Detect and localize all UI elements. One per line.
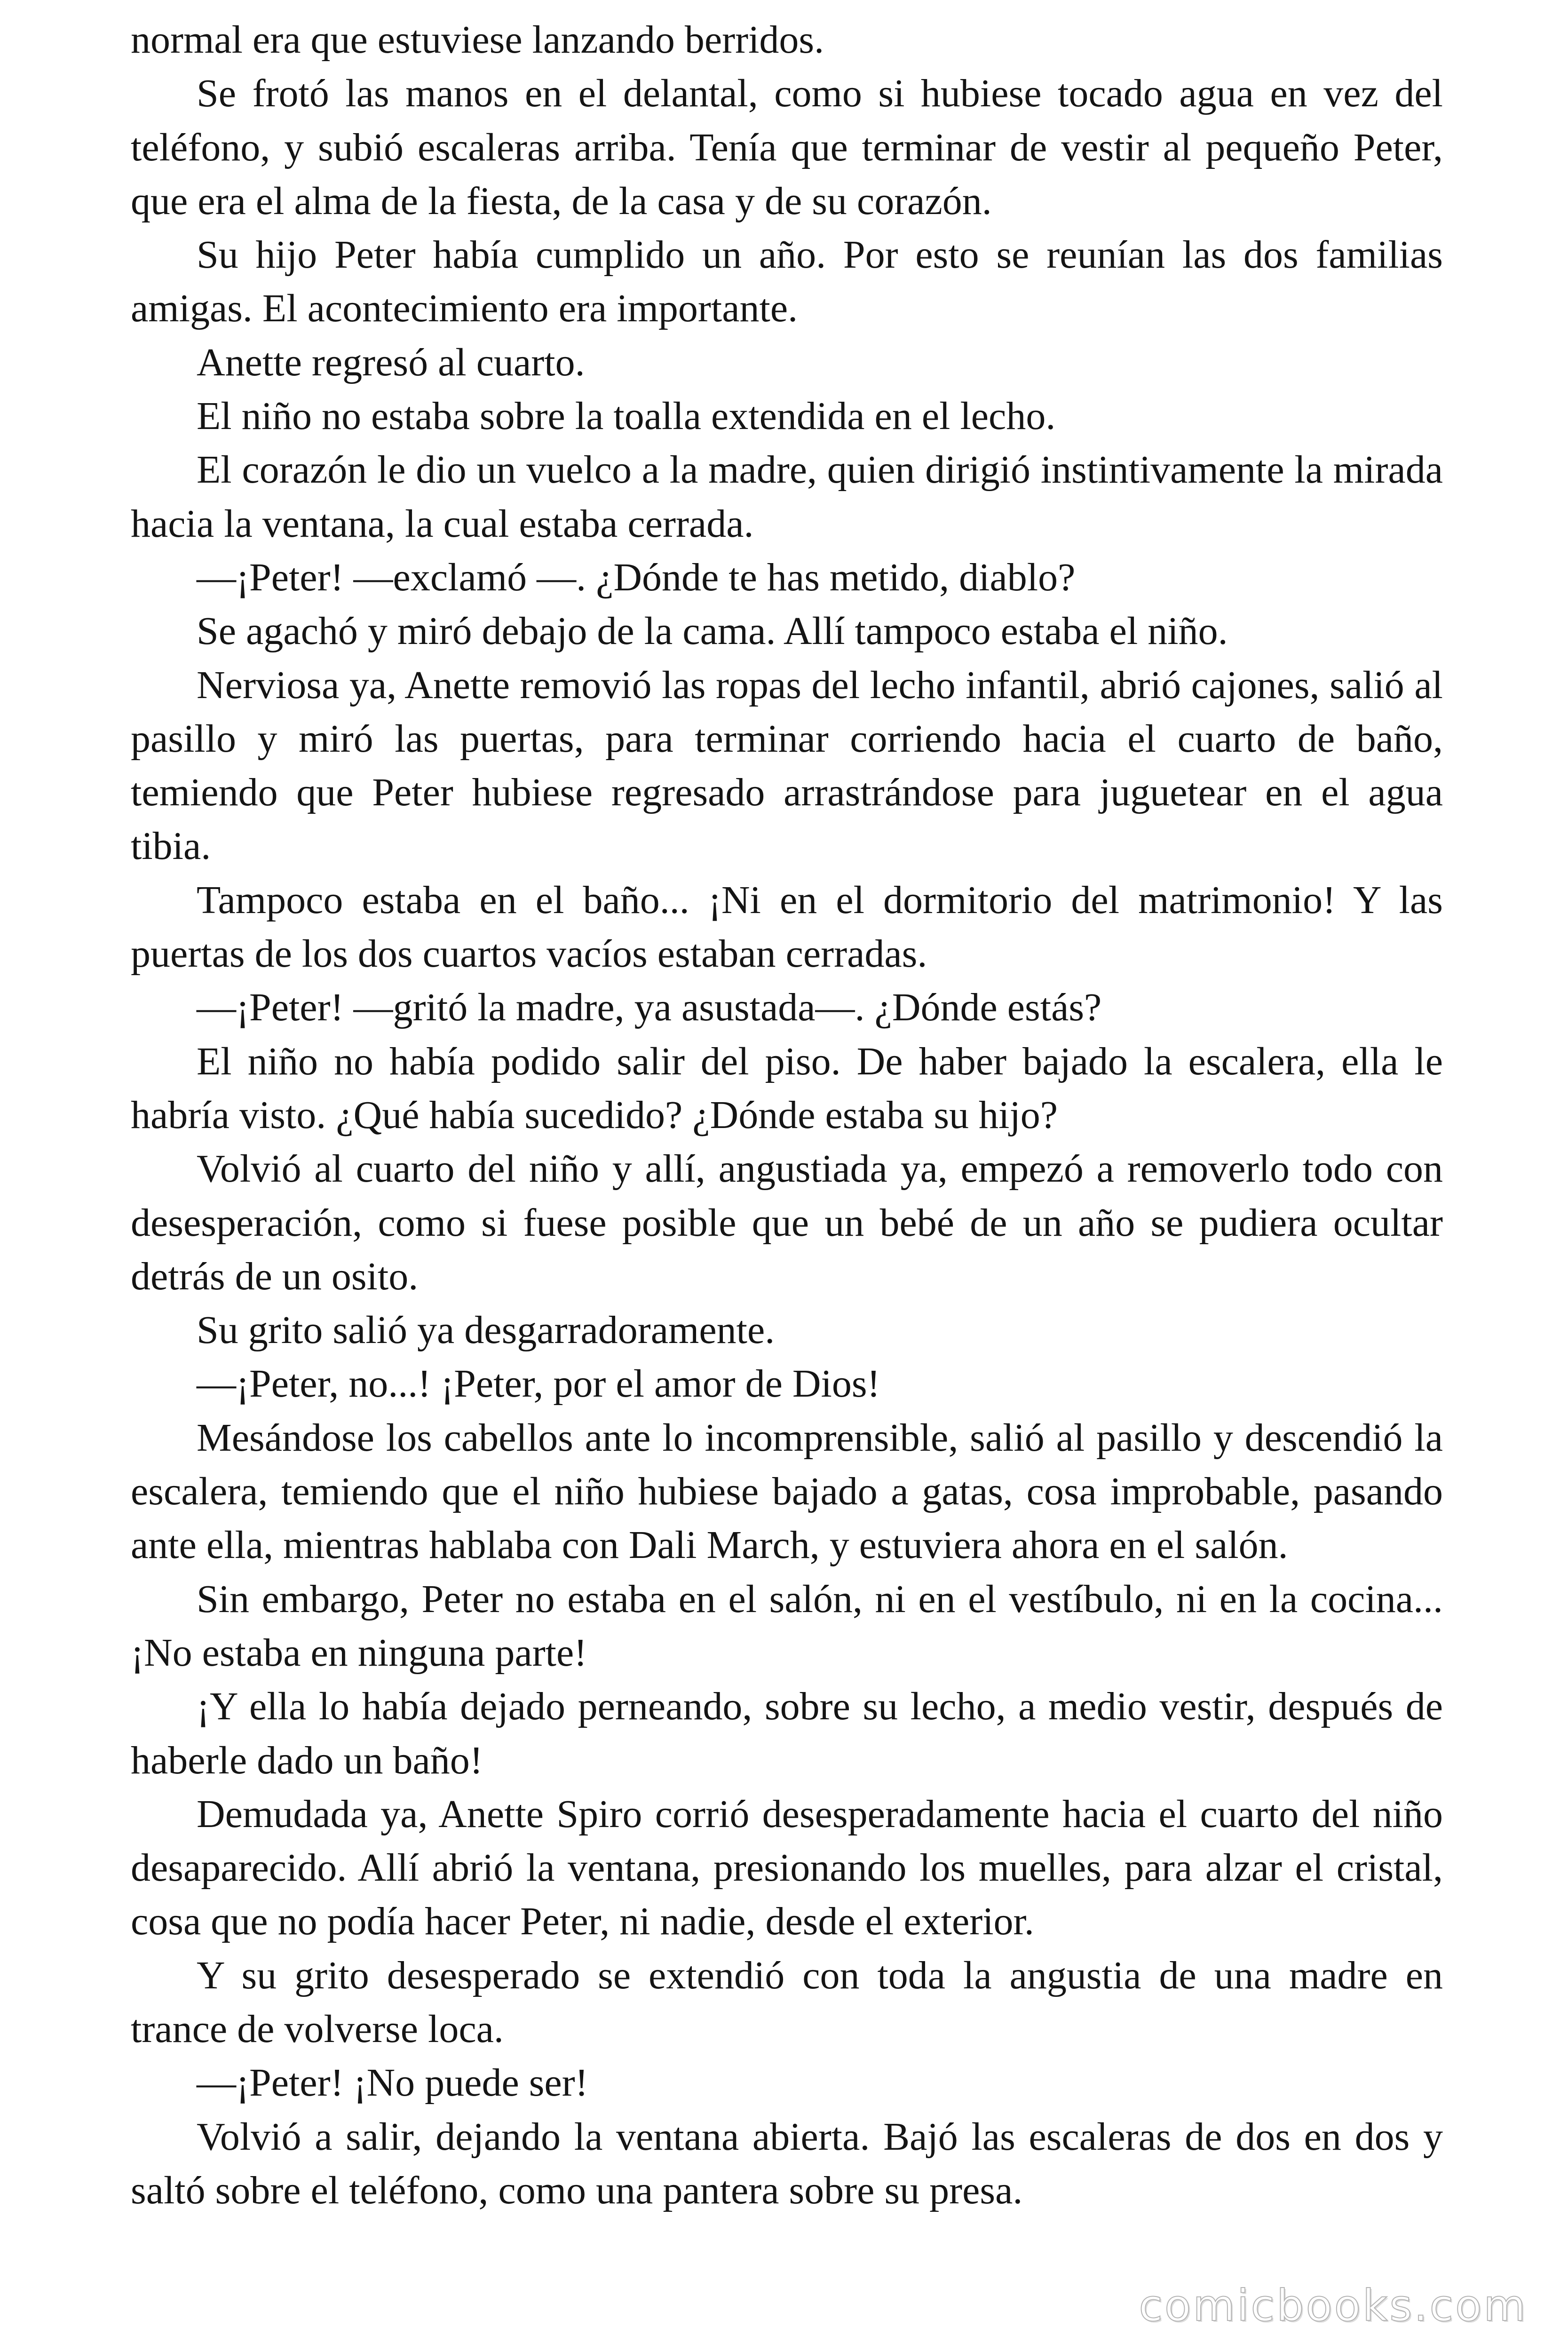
paragraph: El niño no había podido salir del piso. De haber bajado la escalera, ella le habría visto. ¿Qué había sucedido? ¿Dónde estaba su hijo? xyxy=(131,1039,1443,1137)
paragraph: Y su grito desesperado se extendió con toda la angustia de una madre en trance de volverse loca. xyxy=(131,1953,1443,2051)
paragraph: El niño no estaba sobre la toalla extendida en el lecho. xyxy=(197,394,1056,438)
paragraph: ¡Y ella lo había dejado perneando, sobre su lecho, a medio vestir, después de haberle dado un baño! xyxy=(131,1685,1443,1782)
page-text xyxy=(131,13,1443,2217)
paragraph: Su hijo Peter había cumplido un año. Por esto se reunían las dos familias amigas. El acontecimiento era importante. xyxy=(131,233,1443,331)
paragraph: Nerviosa ya, Anette removió las ropas del lecho infantil, abrió cajones, salió al pasillo y miró las puertas, para terminar corriendo hacia el cuarto de baño, temiendo que Peter hubiese regresado arrastrándose para juguetear en el agua tibia. xyxy=(131,663,1443,868)
paragraph: Su grito salió ya desgarradoramente. xyxy=(197,1308,775,1352)
dialogue-line: —¡Peter! ¡No puede ser! xyxy=(197,2061,588,2105)
paragraph: Demudada ya, Anette Spiro corrió desesperadamente hacia el cuarto del niño desaparecido. Allí abrió la ventana, presionando los muelles, para alzar el cristal, cosa que no podía hacer Peter, ni nadie, desde el exterior. xyxy=(131,1792,1443,1944)
dialogue-line: —¡Peter! —gritó la madre, ya asustada—. ¿Dónde estás? xyxy=(197,985,1102,1030)
paragraph: Se frotó las manos en el delantal, como si hubiese tocado agua en vez del teléfono, y subió escaleras arriba. Tenía que terminar de vestir al pequeño Peter, que era el alma de la fiesta, de la casa y de su corazón. xyxy=(131,72,1443,223)
paragraph: Anette regresó al cuarto. xyxy=(197,340,585,384)
dialogue-line: —¡Peter! —exclamó —. ¿Dónde te has metido, diablo? xyxy=(197,555,1076,599)
paragraph: El corazón le dio un vuelco a la madre, quien dirigió instintivamente la mirada hacia la ventana, la cual estaba cerrada. xyxy=(131,448,1443,546)
paragraph: Tampoco estaba en el baño... ¡Ni en el dormitorio del matrimonio! Y las puertas de los dos cuartos vacíos estaban cerradas. xyxy=(131,878,1443,976)
dialogue-line: —¡Peter, no...! ¡Peter, por el amor de Dios! xyxy=(197,1362,880,1406)
paragraph: Mesándose los cabellos ante lo incomprensible, salió al pasillo y descendió la escalera, temiendo que el niño hubiese bajado a gatas, cosa improbable, pasando ante ella, mientras hablaba con Dali March, y estuviera ahora en el salón. xyxy=(131,1415,1443,1567)
paragraph-continuation: normal era que estuviese lanzando berridos. xyxy=(131,18,824,62)
paragraph: Se agachó y miró debajo de la cama. Allí tampoco estaba el niño. xyxy=(197,609,1228,653)
paragraph: Sin embargo, Peter no estaba en el salón, ni en el vestíbulo, ni en la cocina... ¡No estaba en ninguna parte! xyxy=(131,1577,1443,1675)
paragraph: Volvió al cuarto del niño y allí, angustiada ya, empezó a removerlo todo con desesperación, como si fuese posible que un bebé de un año se pudiera ocultar detrás de un osito. xyxy=(131,1147,1443,1298)
paragraph: Volvió a salir, dejando la ventana abierta. Bajó las escaleras de dos en dos y saltó sobre el teléfono, como una pantera sobre su presa. xyxy=(131,2114,1443,2212)
watermark: comicbooks.com xyxy=(1139,2280,1528,2331)
